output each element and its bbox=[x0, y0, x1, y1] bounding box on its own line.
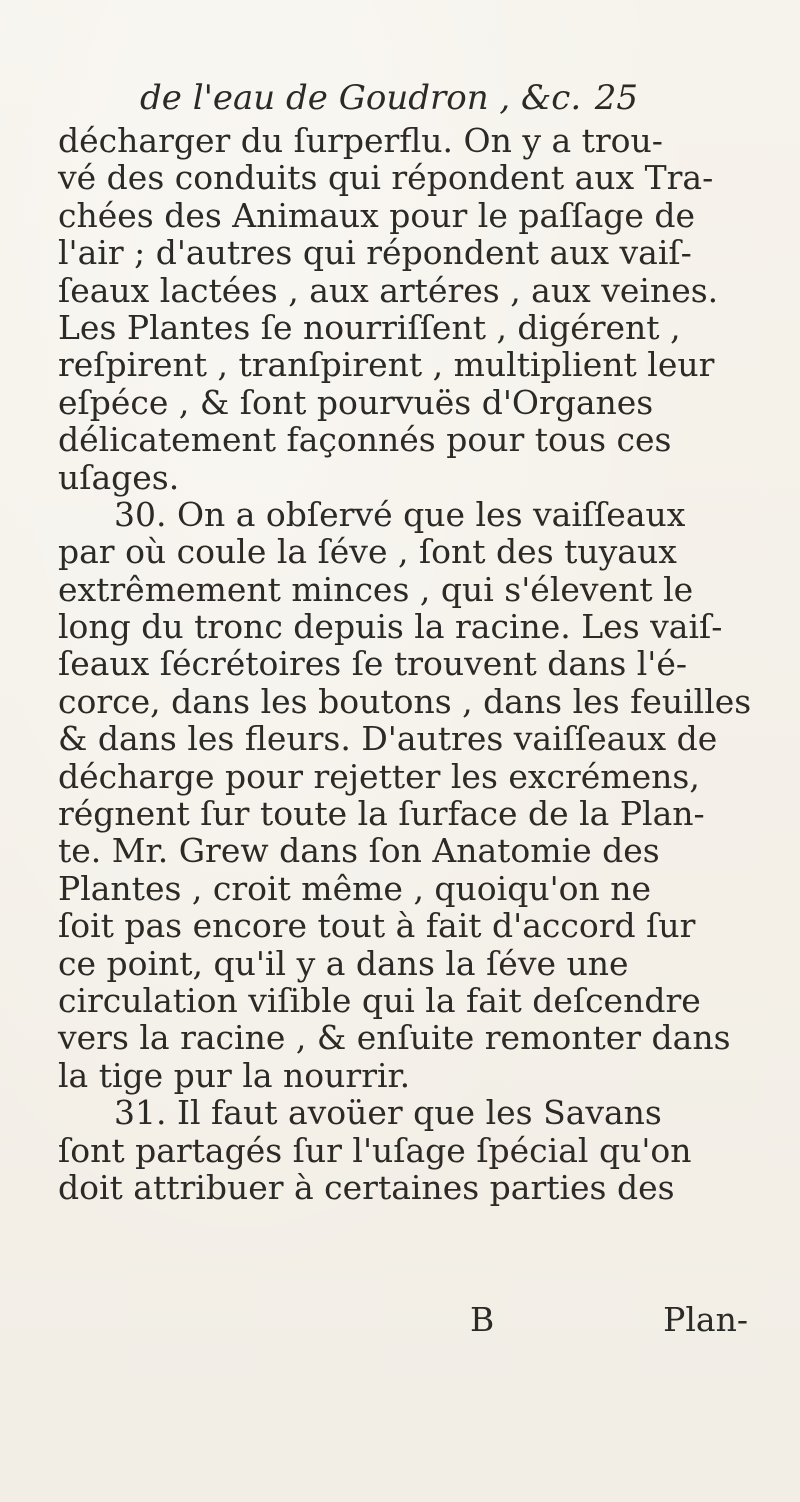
text-line: te. Mr. Grew dans ſon Anatomie des bbox=[58, 831, 660, 871]
text-line: ſeaux ſécrétoires ſe trouvent dans l'é- bbox=[58, 644, 688, 684]
page-header bbox=[140, 74, 638, 122]
text-line: par où coule la ſéve , ſont des tuyaux bbox=[58, 532, 677, 572]
text-line: eſpéce , & ſont pourvuës d'Organes bbox=[58, 382, 654, 422]
running-title: de l'eau de Goudron , &c. bbox=[140, 78, 582, 118]
text-line: Les Plantes ſe nourriſſent , digérent , bbox=[58, 307, 681, 347]
text-line: ce point, qu'il y a dans la ſéve une bbox=[58, 943, 629, 983]
signature-mark: B bbox=[470, 1300, 495, 1339]
paragraph-30-start: 30. On a obſervé que les vaiſſeaux bbox=[114, 494, 686, 534]
text-line: délicatement façonnés pour tous ces bbox=[58, 420, 672, 460]
text-line: vers la racine , & enſuite remonter dans bbox=[58, 1018, 731, 1058]
text-line: chées des Animaux pour le paſſage de bbox=[58, 195, 696, 235]
text-line: circulation viſible qui la fait deſcendre bbox=[58, 980, 701, 1020]
text-line: l'air ; d'autres qui répondent aux vaiſ- bbox=[58, 233, 692, 273]
text-line: ſoit pas encore tout à fait d'accord ſur bbox=[58, 906, 696, 946]
text-line: reſpirent , tranſpirent , multiplient leur bbox=[58, 345, 715, 385]
text-line: ſeaux lactées , aux artéres , aux veines. bbox=[58, 270, 719, 310]
body-text bbox=[58, 121, 752, 1207]
text-line: & dans les fleurs. D'autres vaiſſeaux de bbox=[58, 719, 718, 759]
paragraph-31-start: 31. Il faut avoüer que les Savans bbox=[114, 1093, 662, 1133]
text-line: vé des conduits qui répondent aux Tra- bbox=[58, 158, 714, 198]
text-line: doit attribuer à certaines parties des bbox=[58, 1167, 675, 1207]
text-line: uſages. bbox=[58, 457, 180, 497]
text-line: régnent ſur toute la ſurface de la Plan- bbox=[58, 794, 705, 834]
text-line: décharger du ſurperflu. On y a trou- bbox=[58, 121, 663, 160]
text-line: Plantes , croit même , quoiqu'on ne bbox=[58, 868, 652, 908]
page-footer bbox=[58, 1300, 748, 1340]
text-line: extrêmement minces , qui s'élevent le bbox=[58, 569, 694, 609]
text-line: décharge pour rejetter les excrémens, bbox=[58, 756, 700, 796]
page-number: 25 bbox=[594, 78, 638, 118]
text-line: ſont partagés ſur l'uſage ſpécial qu'on bbox=[58, 1130, 692, 1170]
text-line: long du tronc depuis la racine. Les vaiſ- bbox=[58, 607, 723, 647]
text-line: corce, dans les boutons , dans les feuilles bbox=[58, 681, 752, 721]
catchword: Plan- bbox=[663, 1300, 748, 1339]
text-line: la tige pur la nourrir. bbox=[58, 1055, 411, 1095]
